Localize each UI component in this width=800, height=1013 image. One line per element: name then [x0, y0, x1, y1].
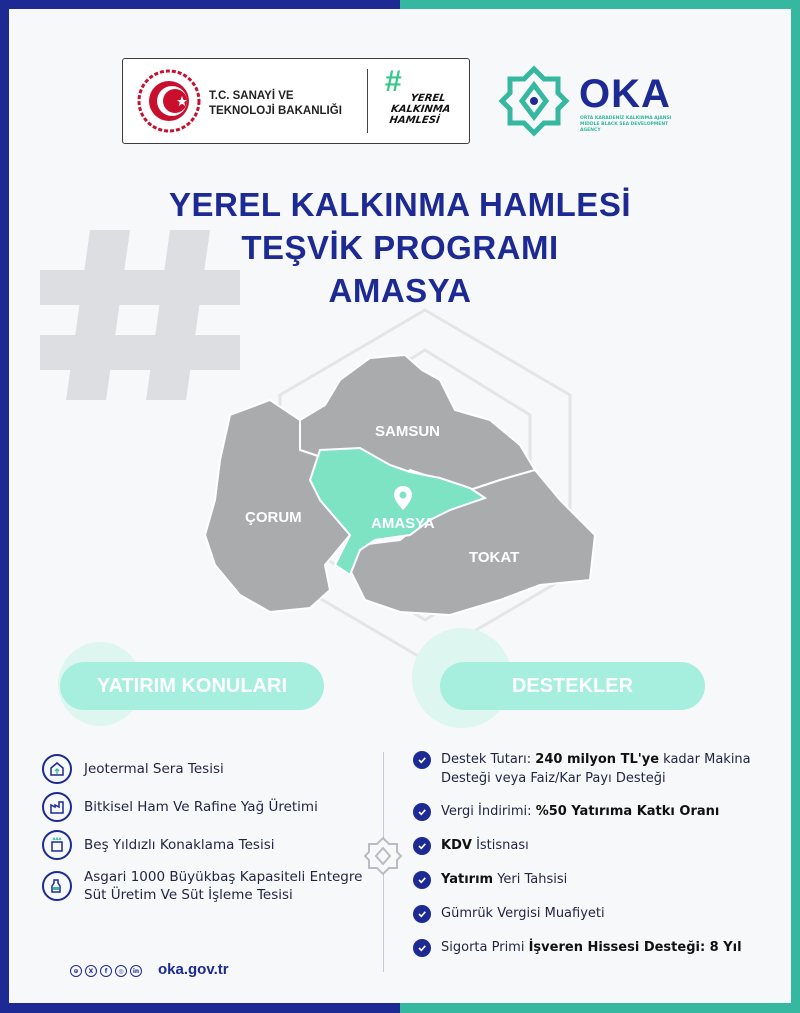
- region-map: [200, 350, 600, 620]
- bottom-border-teal: [400, 1003, 800, 1013]
- oka-emblem-watermark-icon: [363, 836, 403, 876]
- support-text-regular: Destek Tutarı:: [441, 752, 536, 767]
- support-text-bold: 240 milyon TL'ye: [535, 752, 660, 767]
- investment-topics-list: [42, 750, 382, 908]
- header-divider: [367, 69, 368, 133]
- greenhouse-icon: [42, 754, 72, 784]
- section-yatirim-konulari: YATIRIM KONULARI: [60, 662, 324, 710]
- list-item: [413, 938, 783, 972]
- check-icon: [413, 803, 431, 821]
- support-text-bold: KDV: [441, 838, 472, 853]
- ministry-line1: T.C. SANAYİ VE: [209, 90, 294, 102]
- support-text: [441, 870, 567, 889]
- list-item: [42, 750, 382, 788]
- list-item: [413, 870, 783, 904]
- linkedin-icon[interactable]: in: [130, 965, 142, 977]
- oka-subtitle: ORTA KARADENİZ KALKINMA AJANSI MIDDLE BLACK SEA DEVELOPMENT AGENCY: [580, 116, 672, 133]
- support-text-regular: İstisnası: [471, 838, 529, 853]
- title-line2: TEŞVİK PROGRAMI: [241, 229, 559, 266]
- check-icon: [413, 939, 431, 957]
- hamle-line2: KALKINMA: [390, 104, 452, 115]
- factory-icon: [42, 792, 72, 822]
- supports-list: [413, 750, 783, 972]
- top-border-teal: [400, 0, 800, 9]
- list-item: [413, 750, 783, 802]
- topic-text: Asgari 1000 Büyükbaş Kapasiteli Entegre Süt Üretim Ve Süt İşleme Tesisi: [84, 869, 363, 903]
- topic-text: Beş Yıldızlı Konaklama Tesisi: [84, 837, 275, 853]
- website-link[interactable]: oka.gov.tr: [158, 961, 229, 978]
- support-text-bold: %50 Yatırıma Katkı Oranı: [535, 804, 720, 819]
- list-item: [42, 864, 382, 908]
- check-icon: [413, 837, 431, 855]
- list-item: [42, 826, 382, 864]
- support-text-bold: İşveren Hissesi Desteği: 8 Yıl: [528, 940, 742, 955]
- ministry-emblem-icon: [137, 69, 201, 133]
- support-text-regular: Vergi İndirimi:: [441, 804, 536, 819]
- hamle-hash-icon: #: [385, 65, 402, 98]
- support-text: [441, 904, 605, 923]
- hamle-line1: YEREL: [409, 93, 447, 104]
- list-item: [413, 836, 783, 870]
- oka-logo-icon: [498, 65, 570, 137]
- support-text-regular: Gümrük Vergisi Muafiyeti: [441, 906, 605, 921]
- support-text-regular: Yeri Tahsisi: [493, 872, 568, 887]
- top-border-navy: [0, 0, 400, 9]
- right-border: [791, 0, 800, 1013]
- social-icons: [70, 965, 142, 977]
- list-item: [413, 802, 783, 836]
- check-icon: [413, 905, 431, 923]
- support-text-bold: Yatırım: [441, 872, 494, 887]
- header-logo-box: [122, 58, 470, 144]
- check-icon: [413, 871, 431, 889]
- map-label-amasya: AMASYA: [371, 515, 435, 532]
- section-destekler: DESTEKLER: [440, 662, 705, 710]
- dairy-icon: [42, 871, 72, 901]
- hamle-line3: HAMLESİ: [388, 115, 441, 126]
- title-line3: AMASYA: [328, 272, 472, 309]
- list-item: [413, 904, 783, 938]
- oka-logo-text: OKA: [579, 72, 671, 116]
- web-icon[interactable]: ⊕: [70, 965, 82, 977]
- title-line1: YEREL KALKINMA HAMLESİ: [168, 186, 631, 223]
- left-border: [0, 0, 9, 1013]
- support-text: [441, 836, 529, 855]
- topic-text: Jeotermal Sera Tesisi: [84, 761, 224, 777]
- hotel-icon: [42, 830, 72, 860]
- map-label-tokat: TOKAT: [469, 549, 520, 566]
- bottom-border-navy: [0, 1003, 400, 1013]
- support-text-regular: kadar Makina Desteği veya Faiz/Kar Payı Desteği: [441, 752, 751, 786]
- ministry-line2: TEKNOLOJİ BAKANLIĞI: [209, 105, 342, 117]
- list-item: [42, 788, 382, 826]
- instagram-icon[interactable]: ◎: [115, 965, 127, 977]
- x-icon[interactable]: X: [85, 965, 97, 977]
- topic-text: Bitkisel Ham Ve Rafine Yağ Üretimi: [84, 799, 318, 815]
- hamle-logo-text: [389, 93, 453, 126]
- map-label-corum: ÇORUM: [245, 509, 302, 526]
- support-text: [441, 938, 742, 957]
- support-text: [441, 750, 781, 788]
- ministry-name: [209, 89, 342, 119]
- facebook-icon[interactable]: f: [100, 965, 112, 977]
- support-text-regular: Sigorta Primi: [441, 940, 529, 955]
- check-icon: [413, 751, 431, 769]
- support-text: [441, 802, 719, 821]
- map-label-samsun: SAMSUN: [375, 423, 441, 440]
